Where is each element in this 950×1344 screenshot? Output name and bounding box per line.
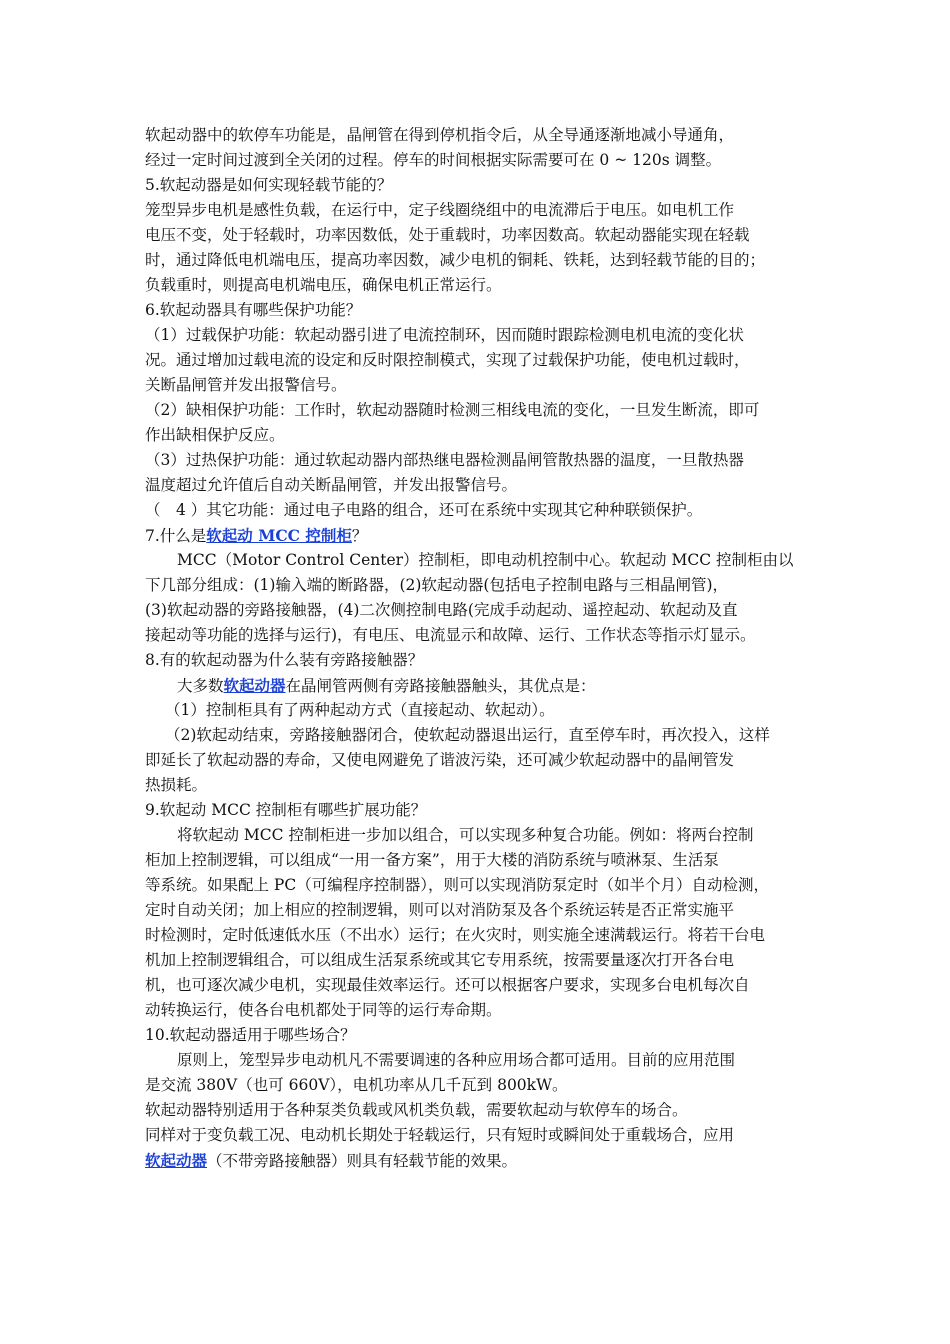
paragraph-line: 定时自动关闭；加上相应的控制逻辑，则可以对消防泵及各个系统运转是否正常实施平 bbox=[145, 901, 735, 919]
paragraph-line: 软起动器中的软停车功能是，晶闸管在得到停机指令后，从全导通逐渐地减小导通角， bbox=[145, 126, 735, 144]
document-page bbox=[145, 123, 811, 1173]
paragraph-line: 电压不变，处于轻载时，功率因数低，处于重载时，功率因数高。软起动器能实现在轻载 bbox=[145, 226, 750, 244]
list-item-line: 作出缺相保护反应。 bbox=[145, 426, 285, 444]
paragraph-line: 笼型异步电机是感性负载，在运行中，定子线圈绕组中的电流滞后于电压。如电机工作 bbox=[145, 201, 735, 219]
paragraph-line: 原则上，笼型异步电动机凡不需要调速的各种应用场合都可适用。目前的应用范围 bbox=[177, 1051, 736, 1069]
paragraph-line: 动转换运行，使各台电机都处于同等的运行寿命期。 bbox=[145, 1001, 502, 1019]
soft-starter-link[interactable]: 软起动器 bbox=[223, 676, 286, 695]
list-item-line: （1）过载保护功能：软起动器引进了电流控制环，因而随时跟踪检测电机电流的变化状 bbox=[145, 326, 744, 344]
paragraph-line: 即延长了软起动器的寿命，又使电网避免了谐波污染，还可减少软起动器中的晶闸管发 bbox=[145, 751, 735, 769]
paragraph-line: 等系统。如果配上 PC（可编程序控制器），则可以实现消防泵定时（如半个月）自动检测， bbox=[145, 876, 769, 894]
paragraph-line: 机加上控制逻辑组合，可以组成生活泵系统或其它专用系统，按需要量逐次打开各台电 bbox=[145, 951, 735, 969]
paragraph-line: 热损耗。 bbox=[145, 776, 208, 794]
paragraph-line: 同样对于变负载工况、电动机长期处于轻载运行，只有短时或瞬间处于重载场合，应用 bbox=[145, 1126, 735, 1144]
paragraph-line: 接起动等功能的选择与运行)，有电压、电流显示和故障、运行、工作状态等指示灯显示。 bbox=[145, 626, 756, 644]
paragraph-text: 大多数 bbox=[177, 677, 224, 695]
list-item-line: （1）控制柜具有了两种起动方式（直接起动、软起动）。 bbox=[165, 701, 555, 719]
paragraph-line bbox=[145, 673, 811, 698]
mcc-cabinet-link[interactable]: 软起动 MCC 控制柜 bbox=[206, 526, 352, 545]
soft-starter-link[interactable]: 软起动器 bbox=[145, 1151, 208, 1170]
list-item-line: （2）缺相保护功能：工作时，软起动器随时检测三相线电流的变化，一旦发生断流，即可 bbox=[145, 401, 760, 419]
heading-text: ？ bbox=[351, 527, 368, 545]
question-heading-8: 8.有的软起动器为什么装有旁路接触器？ bbox=[145, 651, 424, 669]
paragraph-line: (3)软起动器的旁路接触器，(4)二次侧控制电路(完成手动起动、遥控起动、软起动及直 bbox=[145, 601, 738, 619]
paragraph-line bbox=[145, 1148, 811, 1173]
question-heading-9: 9.软起动 MCC 控制柜有哪些扩展功能？ bbox=[145, 801, 427, 819]
question-heading-6: 6.软起动器具有哪些保护功能？ bbox=[145, 301, 362, 319]
question-heading-10: 10.软起动器适用于哪些场合？ bbox=[145, 1026, 356, 1044]
paragraph-line: 负载重时，则提高电机端电压，确保电机正常运行。 bbox=[145, 276, 502, 294]
list-item-line: 关断晶闸管并发出报警信号。 bbox=[145, 376, 347, 394]
paragraph-line: 时，通过降低电机端电压，提高功率因数，减少电机的铜耗、铁耗，达到轻载节能的目的； bbox=[145, 251, 766, 269]
question-heading-5: 5.软起动器是如何实现轻载节能的？ bbox=[145, 176, 393, 194]
paragraph-line: 经过一定时间过渡到全关闭的过程。停车的时间根据实际需要可在 0 ~ 120s 调整。 bbox=[145, 151, 722, 169]
paragraph-line: MCC（Motor Control Center）控制柜，即电动机控制中心。软起动 MCC 控制柜由以 bbox=[177, 551, 794, 569]
paragraph-text: （不带旁路接触器）则具有轻载节能的效果。 bbox=[207, 1152, 518, 1170]
list-item-line: 况。通过增加过载电流的设定和反时限控制模式，实现了过载保护功能，使电机过载时， bbox=[145, 351, 750, 369]
list-item-line: （2)软起动结束，旁路接触器闭合，使软起动器退出运行，直至停车时，再次投入，这样 bbox=[165, 726, 770, 744]
paragraph-line: 下几部分组成：(1)输入端的断路器，(2)软起动器(包括电子控制电路与三相晶闸管)， bbox=[145, 576, 729, 594]
list-item-line: （3）过热保护功能：通过软起动器内部热继电器检测晶闸管散热器的温度，一旦散热器 bbox=[145, 451, 744, 469]
list-item-line: （ 4 ）其它功能：通过电子电路的组合，还可在系统中实现其它种种联锁保护。 bbox=[145, 501, 703, 519]
paragraph-line: 软起动器特别适用于各种泵类负载或风机类负载，需要软起动与软停车的场合。 bbox=[145, 1101, 688, 1119]
paragraph-line: 是交流 380V（也可 660V），电机功率从几千瓦到 800kW。 bbox=[145, 1076, 568, 1094]
paragraph-line: 将软起动 MCC 控制柜进一步加以组合，可以实现多种复合功能。例如：将两台控制 bbox=[177, 826, 754, 844]
paragraph-text: 在晶闸管两侧有旁路接触器触头，其优点是： bbox=[285, 677, 596, 695]
list-item-line: 温度超过允许值后自动关断晶闸管，并发出报警信号。 bbox=[145, 476, 518, 494]
question-heading-7 bbox=[145, 523, 811, 548]
paragraph-line: 时检测时，定时低速低水压（不出水）运行；在火灾时，则实施全速满载运行。将若干台电 bbox=[145, 926, 766, 944]
paragraph-line: 柜加上控制逻辑，可以组成“一用一备方案”，用于大楼的消防系统与喷淋泵、生活泵 bbox=[145, 851, 719, 869]
paragraph-line: 机，也可逐次减少电机，实现最佳效率运行。还可以根据客户要求，实现多台电机每次自 bbox=[145, 976, 750, 994]
heading-text: 7.什么是 bbox=[145, 527, 207, 545]
